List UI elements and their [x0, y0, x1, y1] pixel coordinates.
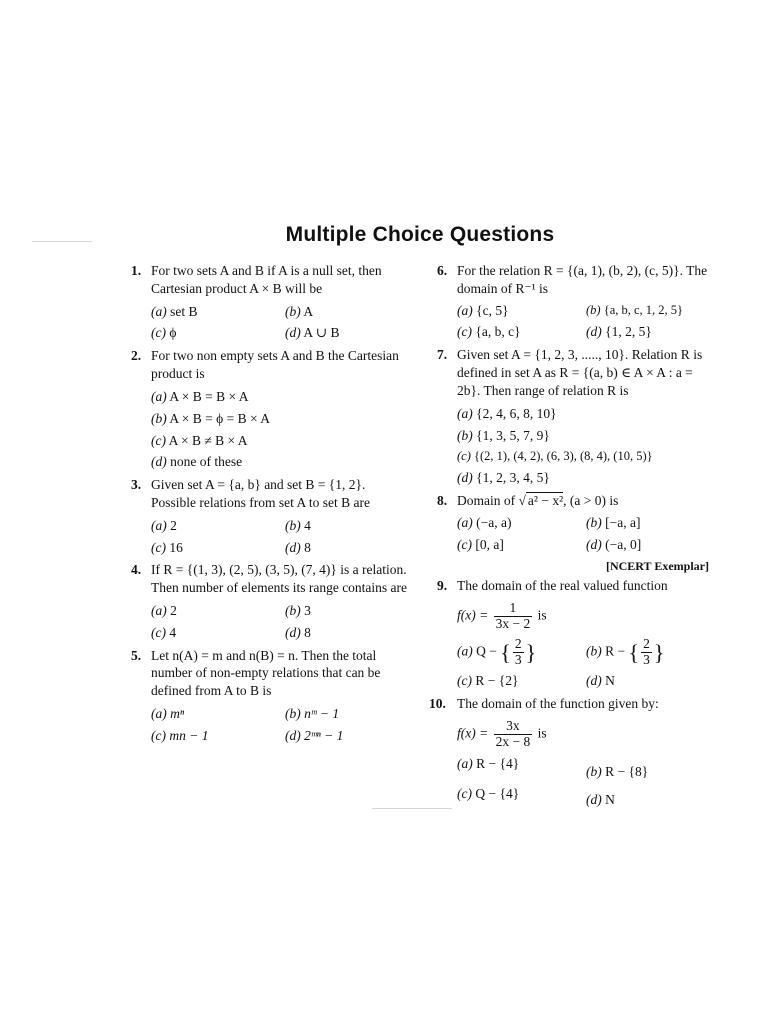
- option-c: (c) {(2, 1), (4, 2), (6, 3), (8, 4), (10, 5)}: [457, 449, 653, 464]
- question-text: For two sets A and B if A is a null set, then Cartesian product A × B will be: [151, 263, 382, 296]
- question-number: 6.: [437, 263, 448, 278]
- options: [151, 703, 413, 747]
- options: [151, 301, 413, 345]
- option-b: (b) 3: [285, 603, 311, 618]
- option-c: (c) mn − 1: [151, 727, 209, 743]
- option-b: (b) [−a, a]: [586, 515, 641, 531]
- option-b: (b) R − { $\frac{2}{3}$ }: [586, 636, 665, 668]
- option-d: (d) (−a, 0]: [586, 537, 642, 553]
- question-number: 5.: [131, 647, 142, 663]
- question-text: If R = {(1, 3), (2, 5), (3, 5), (7, 4)} is a relation. Then number of elements its range contains are: [151, 562, 408, 596]
- question-2: [131, 347, 413, 473]
- question-text: Given set A = {1, 2, 3, ....., 10}. Relation R is defined in set A as R = {(a, b) ∈ A × A : a = 2b}. Then range of relation R is: [457, 347, 703, 398]
- question-3: [131, 476, 413, 558]
- option-d: (d) N: [586, 673, 615, 689]
- question-text: For the relation R = {(a, 1), (b, 2), (c, 5)}. The domain of R⁻¹ is: [457, 263, 708, 296]
- left-column: [131, 262, 413, 750]
- option-d: (d) 8: [285, 624, 311, 640]
- question-text: Given set A = {a, b} and set B = {1, 2}. Possible relations from set A to set B are: [151, 477, 370, 510]
- option-d: (d) 8: [285, 539, 311, 555]
- question-number: 7.: [437, 347, 448, 363]
- question-text: Domain of √ a² − x², (a > 0) is: [457, 492, 619, 508]
- question-7: [437, 346, 709, 488]
- question-4: [131, 561, 413, 643]
- question-9: [437, 577, 709, 692]
- question-number: 4.: [131, 562, 142, 578]
- option-a: (a) 2: [151, 603, 177, 618]
- option-c: (c) {a, b, c}: [457, 324, 521, 340]
- function-formula: f(x) = $\frac{3x}{2x - 8}$ is: [457, 717, 547, 749]
- option-b: (b) A: [285, 303, 314, 319]
- option-d: (d) A ∪ B: [285, 325, 340, 341]
- option-c: (c) [0, a]: [457, 537, 504, 553]
- option-d: (d) {1, 2, 5}: [586, 324, 652, 340]
- question-number: 10.: [429, 695, 446, 711]
- question-5: [131, 647, 413, 747]
- fraction: $\frac{1}{3x - 2}$: [495, 599, 531, 631]
- question-number: 3.: [131, 477, 142, 493]
- options: [151, 600, 413, 644]
- option-a: (a) R − {4}: [457, 756, 520, 772]
- option-a: (a) {c, 5}: [457, 302, 509, 318]
- option-b: (b) nᵐ − 1: [285, 706, 340, 722]
- options: [151, 386, 413, 473]
- option-b: (b) A × B = ϕ = B × A: [151, 410, 270, 426]
- option-c: (c) ϕ: [151, 325, 177, 341]
- option-a: (a) set B: [151, 303, 198, 319]
- option-a: (a) A × B = B × A: [151, 388, 249, 404]
- fraction: $\frac{3x}{2x - 8}$: [495, 717, 531, 749]
- option-a: (a) Q − { $\frac{2}{3}$ }: [457, 636, 537, 668]
- options: [457, 512, 709, 556]
- option-a: (a) 2: [151, 517, 177, 533]
- option-b: (b) {1, 3, 5, 7, 9}: [457, 427, 550, 443]
- options: [151, 515, 413, 559]
- option-a: (a) (−a, a): [457, 515, 512, 531]
- option-a: (a) mⁿ: [151, 706, 185, 722]
- options: [457, 753, 709, 811]
- options: [457, 635, 709, 692]
- option-c: (c) Q − {4}: [457, 786, 520, 802]
- question-number: 9.: [437, 577, 448, 593]
- question-number: 1.: [131, 263, 142, 278]
- question-number: 8.: [437, 492, 448, 508]
- option-c: (c) A × B ≠ B × A: [151, 432, 248, 448]
- option-d: (d) 2ᵐⁿ − 1: [285, 727, 344, 743]
- question-text: The domain of the function given by:: [457, 695, 659, 711]
- question-text: The domain of the real valued function: [457, 577, 668, 593]
- options: [457, 300, 709, 344]
- option-b: (b) {a, b, c, 1, 2, 5}: [586, 302, 684, 317]
- page-title: Multiple Choice Questions: [285, 223, 555, 246]
- option-b: (b) R − {8}: [586, 764, 649, 780]
- option-c: (c) 4: [151, 624, 177, 640]
- option-d: (d) {1, 2, 3, 4, 5}: [457, 469, 550, 485]
- option-c: (c) R − {2}: [457, 673, 519, 689]
- question-text: Let n(A) = m and n(B) = n. Then the total number of non-empty relations that can be defined from A to B is: [151, 647, 381, 699]
- option-b: (b) 4: [285, 517, 311, 533]
- option-a: (a) {2, 4, 6, 8, 10}: [457, 405, 557, 421]
- question-1: [131, 262, 413, 344]
- function-formula: f(x) = $\frac{1}{3x - 2}$ is: [457, 599, 547, 631]
- source-note: [NCERT Exemplar]: [605, 559, 709, 574]
- question-6: [437, 262, 709, 343]
- option-d: (d) none of these: [151, 454, 243, 470]
- question-text: For two non empty sets A and B the Cartesian product is: [151, 348, 399, 382]
- question-number: 2.: [131, 348, 142, 364]
- option-c: (c) 16: [151, 539, 183, 555]
- option-d: (d) N: [586, 792, 615, 808]
- radicand: a² − x²: [527, 492, 564, 508]
- question-8: [437, 492, 709, 575]
- options: [457, 403, 709, 489]
- right-column: [429, 262, 709, 814]
- question-10: [429, 695, 709, 811]
